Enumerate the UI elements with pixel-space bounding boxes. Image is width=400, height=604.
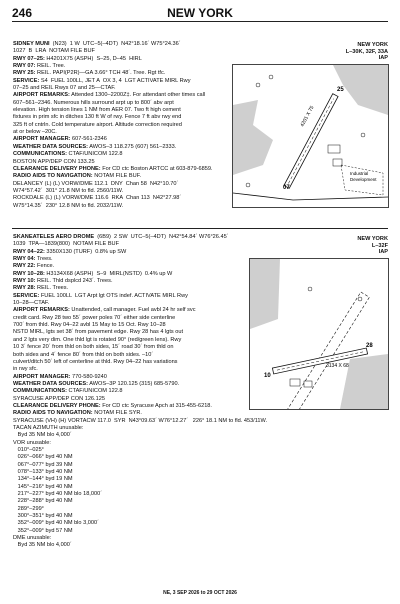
skaneateles-line: culvert/ditch 50´ left of centerline at thld. Rwy 04–22 has variations bbox=[13, 358, 178, 365]
sidney-line: SIDNEY MUNI (N23) 1 W UTC–5(–4DT) N42°18.16´ W75°24.36´ bbox=[13, 41, 181, 47]
sidney-line: CLEARANCE DELIVERY PHONE: For CD ctc Boston ARTCC at 603-879-6859. bbox=[13, 165, 213, 172]
skaneateles-line: 078°–133° byd 40 NM bbox=[13, 469, 73, 475]
sidney-line: W75°14.35´ 230° 12.8 NM to fld. 2032/11W. bbox=[13, 202, 124, 209]
skaneateles-line: 700´ from thld. Rwy 04–22 avbl 15 May to 15 Oct. Rwy 10–28 bbox=[13, 322, 166, 329]
header-rule bbox=[12, 21, 388, 22]
skaneateles-line: Byd 35 NM blo 4,000´ bbox=[13, 432, 72, 439]
skaneateles-line: 217°–227° byd 40 NM blo 18,000´ bbox=[13, 491, 103, 498]
skaneateles-line: RWY 22: Fence. bbox=[13, 263, 55, 270]
skaneateles-line: both sides and 4´ fence 80´ from thld on both sides. –10´ bbox=[13, 351, 154, 358]
sidney-line: BOSTON APP/DEP CON 133.25 bbox=[13, 158, 95, 165]
sidney-line: elevation. High tension lines 1 NM from AER 07. Two ft high cement bbox=[13, 107, 181, 114]
sidney-rwy-25: 25 bbox=[337, 87, 344, 93]
terrain-shade bbox=[233, 100, 273, 175]
sidney-line: WEATHER DATA SOURCES: AWOS–3 118.275 (607) 561–2333. bbox=[13, 143, 177, 150]
sidney-chart-ref: NEW YORK bbox=[357, 42, 388, 48]
skaneateles-line: RWY 04: Trees. bbox=[13, 256, 53, 263]
sidney-line: ROCKDALE (L) (L) VORW/DME 116.6 RKA Chan 113 N42°27.98´ bbox=[13, 195, 182, 202]
sidney-entry bbox=[13, 41, 245, 210]
page-state: NEW YORK bbox=[167, 6, 233, 20]
sidney-runway-label: 4201 X 75 bbox=[299, 104, 316, 128]
skaneateles-line: 228°–288° byd 40 NM bbox=[13, 498, 73, 505]
sidney-line: RWY 07: REIL. Tree. bbox=[13, 63, 66, 70]
skaneateles-line: RWY 28: REIL. Trees. bbox=[13, 285, 69, 292]
skaneateles-line: 010°–025° bbox=[13, 446, 44, 453]
skaneateles-line: Byd 35 NM blo 4,000´ bbox=[13, 542, 72, 549]
sidney-line: COMMUNICATIONS: CTAF/UNICOM 122.8 bbox=[13, 151, 123, 158]
sidney-line: 607–561–2346. Numerous hills surround arpt up to 800´ abv arpt bbox=[13, 99, 174, 106]
skaneateles-line: 145°–216° byd 40 NM bbox=[13, 483, 73, 490]
skaneateles-line: RWY 10–28: H3134X68 (ASPH) S–9 MIRL(NSTD) 0.4% up W bbox=[13, 270, 173, 277]
sidney-line: RADIO AIDS TO NAVIGATION: NOTAM FILE BUF. bbox=[13, 173, 142, 180]
skaneateles-line: 289°–299° bbox=[13, 505, 44, 512]
skaneateles-line: SYRACUSE (VH) (H) VORTACW 117.0 SYR N43°09.63´ W76°12.27´ 226° 18.1 NM to fld. 453/11W. bbox=[13, 417, 268, 424]
skaneateles-chart-refs bbox=[357, 236, 388, 256]
sidney-rwy-07: 07 bbox=[283, 185, 290, 191]
skaneateles-line: 352°–009° byd 40 NM blo 3,000´ bbox=[13, 520, 99, 527]
sidney-line: 325 ft of cntrln. Cold temperature airport. Altitude correction required bbox=[13, 121, 182, 128]
skaneateles-line: 026°–066° byd 40 NM bbox=[13, 454, 73, 461]
skaneateles-line: 10–28—CTAF. bbox=[13, 300, 50, 307]
skaneateles-line: 067°–077° byd 39 NM bbox=[13, 461, 73, 468]
sidney-line: DELANCEY (L) (L) VORW/DME 112.1 DNY Chan 58 N42°10.70´ bbox=[13, 180, 179, 187]
section-divider bbox=[12, 228, 388, 229]
skaneateles-line: 300°–351° byd 40 NM bbox=[13, 513, 73, 520]
sidney-line: SERVICE: S4 FUEL 100LL, JET A OX 3, 4 LGT ACTIVATE MIRL Rwy bbox=[13, 77, 191, 84]
industrial-label: Industrial bbox=[350, 171, 369, 176]
skaneateles-line: AIRPORT REMARKS: Unattended, call manager. Fuel avbl 24 hr self svc bbox=[13, 307, 196, 314]
skaneateles-chart-ref: L–32F bbox=[371, 242, 388, 249]
skaneateles-line: RWY 04–22: 3350X130 (TURF) 0.8% up SW bbox=[13, 248, 127, 255]
sidney-line: RWY 25: REIL. PAPI(P2R)—GA 3.66° TCH 48´. Tree. Rgt tfc. bbox=[13, 70, 166, 77]
page-number: 246 bbox=[12, 6, 33, 20]
skaneateles-line: WEATHER DATA SOURCES: AWOS–3P 120.125 (315) 685-5790. bbox=[13, 380, 180, 387]
sidney-line: W74°57.42´ 301° 21.8 NM to fld. 2560/11W. bbox=[13, 187, 124, 194]
skaneateles-line: RADIO AIDS TO NAVIGATION: NOTAM FILE SYR. bbox=[13, 410, 142, 417]
skaneateles-chart-ref: NEW YORK bbox=[357, 236, 388, 242]
sidney-line: AIRPORT MANAGER: 607-561-2346 bbox=[13, 136, 107, 143]
skaneateles-line: RWY 10: REIL. Thld dsplcd 243´. Trees. bbox=[13, 278, 113, 285]
skaneateles-entry bbox=[13, 234, 268, 550]
skaneateles-line: 134°–144° byd 19 NM bbox=[13, 476, 73, 483]
sidney-line: RWY 07–25: H4201X75 (ASPH) S–25, D–45 HIRL bbox=[13, 55, 142, 62]
skaneateles-line: DME unusable: bbox=[13, 535, 52, 542]
skaneateles-line: in rwy sfc. bbox=[13, 366, 38, 373]
sidney-chart-ref: IAP bbox=[378, 55, 388, 62]
sidney-line: fixtures in prim sfc in ditches 130 ft W of rwy. Fence 7 ft abv rwy end bbox=[13, 114, 182, 121]
sidney-chart-refs bbox=[346, 42, 388, 62]
skaneateles-line: and 2 lgts very dim. One thld lgt is rotated 90° (red/green lens). Rwy bbox=[13, 336, 182, 343]
skaneateles-line: 352°–009° byd 57 NM bbox=[13, 527, 73, 534]
skaneateles-line: 1039 TPA—1839(800) NOTAM FILE BUF bbox=[13, 241, 120, 248]
skaneateles-line: SKANEATELES AERO DROME (6B9) 2 SW UTC–5(–4DT) N42°54.84´ W76°26.45´ bbox=[13, 234, 229, 240]
sidney-chart-ref: L–30K, 32F, 33A bbox=[345, 48, 388, 55]
skaneateles-line: 10 3´ fence 20´ from thld on both sides, 15´ road 30´ from thld on bbox=[13, 344, 174, 351]
skaneateles-line: AIRPORT MANAGER: 770-580-9240 bbox=[13, 373, 107, 380]
page-footer: NE, 3 SEP 2026 to 29 OCT 2026 bbox=[163, 590, 237, 596]
skaneateles-line: SERVICE: FUEL 100LL LGT Arpt lgt OTS indef. ACTIVATE MIRL Rwy bbox=[13, 292, 188, 299]
skaneateles-diagram-svg bbox=[250, 259, 388, 409]
skaneateles-airport-diagram bbox=[249, 258, 389, 410]
skaneateles-line: VOR unusable: bbox=[13, 439, 51, 446]
sidney-line: AIRPORT REMARKS: Attended 1300–2200Z‡. For attendant other times call bbox=[13, 92, 206, 99]
page-header bbox=[0, 6, 400, 20]
sidney-diagram-svg bbox=[233, 65, 388, 207]
skaneateles-rwy-10: 10 bbox=[264, 373, 271, 379]
skaneateles-line: COMMUNICATIONS: CTAF/UNICOM 122.8 bbox=[13, 388, 123, 395]
skaneateles-chart-ref: IAP bbox=[378, 249, 388, 256]
sidney-line: 1027 B LRA NOTAM FILE BUF bbox=[13, 48, 95, 55]
skaneateles-line: CLEARANCE DELIVERY PHONE: For CD ctc Syracuse Apch at 315-455-6218. bbox=[13, 402, 212, 409]
terrain-shade-3 bbox=[250, 259, 280, 329]
sidney-line: 07–25 and REIL Rwys 07 and 25—CTAF. bbox=[13, 85, 116, 92]
skaneateles-runway-label: 3134 X 68 bbox=[326, 363, 349, 369]
skaneateles-rwy-28: 28 bbox=[366, 343, 373, 349]
skaneateles-line: SYRACUSE APP/DEP CON 126.125 bbox=[13, 395, 105, 402]
sidney-airport-diagram bbox=[232, 64, 389, 208]
development-label: Development bbox=[350, 177, 377, 182]
skaneateles-line: TACAN AZIMUTH unusable: bbox=[13, 424, 84, 431]
skaneateles-line: NSTD MIRL, lgts set 38´ from pavement edge. Rwy 28 has 4 lgts out bbox=[13, 329, 184, 336]
sidney-line: at or below –20C. bbox=[13, 129, 57, 136]
skaneateles-line: credit card. Rwy 28 two 55´ power poles 70´ either side centerline bbox=[13, 314, 176, 321]
